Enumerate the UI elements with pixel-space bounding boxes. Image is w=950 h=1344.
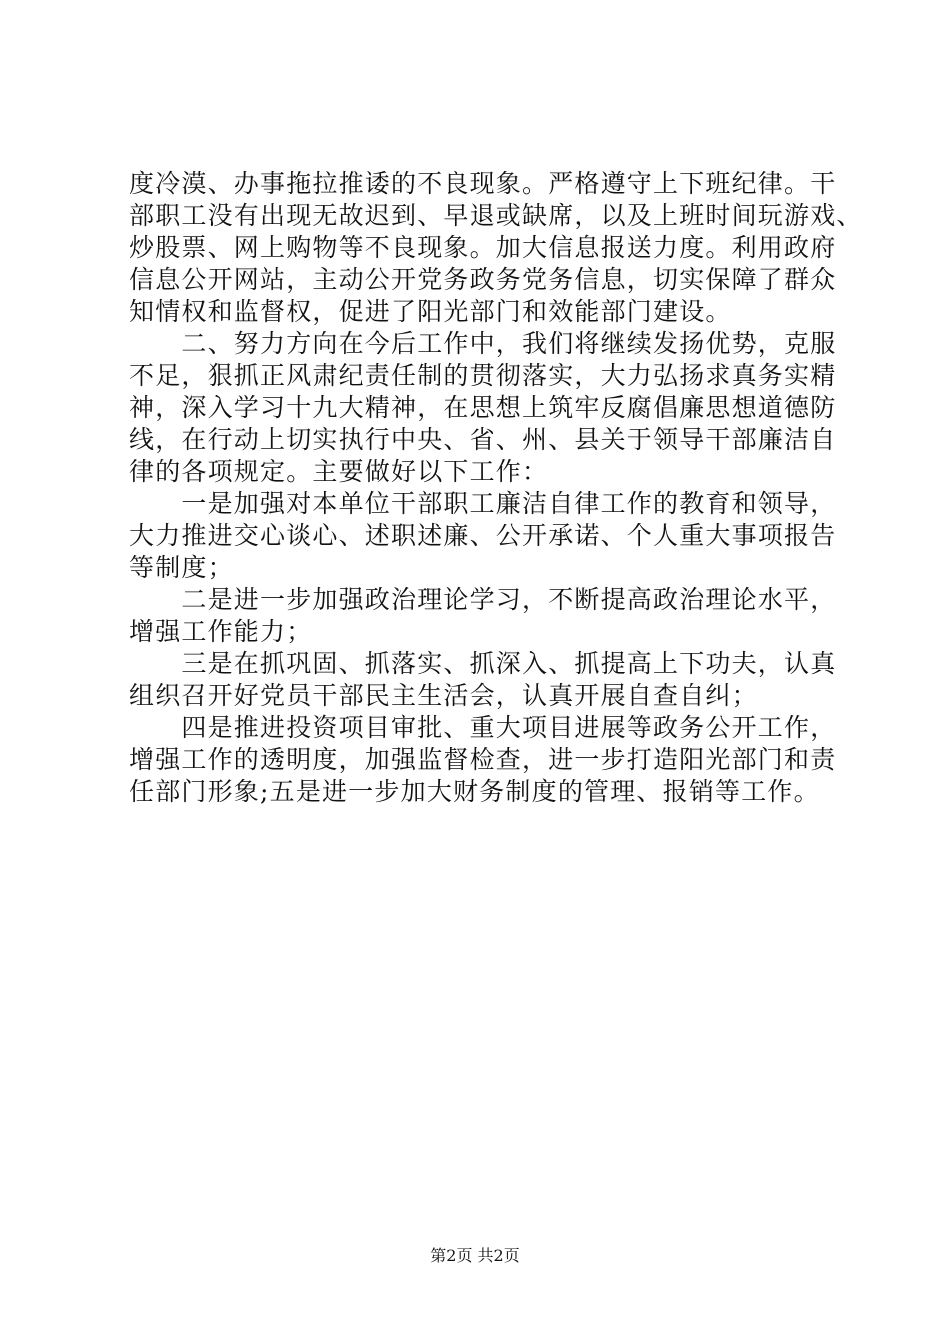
text-line: 线，在行动上切实执行中央、省、州、县关于领导干部廉洁自: [129, 425, 837, 454]
text-line: 大力推进交心谈心、述职述廉、公开承诺、个人重大事项报告: [129, 521, 837, 550]
text-line: 增强工作能力；: [129, 617, 313, 646]
text-line: 知情权和监督权，促进了阳光部门和效能部门建设。: [129, 297, 732, 326]
text-line: 四是推进投资项目审批、重大项目进展等政务公开工作，: [129, 713, 837, 742]
text-line: 律的各项规定。主要做好以下工作：: [129, 457, 549, 486]
text-line: 不足，狠抓正风肃纪责任制的贯彻落实，大力弘扬求真务实精: [129, 361, 837, 390]
page-number: 第2页 共2页: [430, 1246, 520, 1265]
text-line: 神，深入学习十九大精神，在思想上筑牢反腐倡廉思想道德防: [129, 393, 837, 422]
text-line: 三是在抓巩固、抓落实、抓深入、抓提高上下功夫，认真: [129, 649, 837, 678]
text-line: 二是进一步加强政治理论学习，不断提高政治理论水平，: [129, 585, 837, 614]
text-line: 组织召开好党员干部民主生活会，认真开展自查自纠；: [129, 681, 758, 710]
body-text: [129, 168, 863, 808]
text-line: 度冷漠、办事拖拉推诿的不良现象。严格遵守上下班纪律。干: [129, 169, 837, 198]
text-line: 炒股票、网上购物等不良现象。加大信息报送力度。利用政府: [129, 233, 837, 262]
text-line: 任部门形象;五是进一步加大财务制度的管理、报销等工作。: [129, 777, 820, 806]
text-line: 部职工没有出现无故迟到、早退或缺席，以及上班时间玩游戏、: [129, 201, 863, 230]
text-line: 等制度；: [129, 553, 234, 582]
text-line: 一是加强对本单位干部职工廉洁自律工作的教育和领导，: [129, 489, 837, 518]
text-line: 信息公开网站，主动公开党务政务党务信息，切实保障了群众: [129, 265, 837, 294]
text-line: 二、努力方向在今后工作中，我们将继续发扬优势，克服: [129, 329, 837, 358]
text-line: 增强工作的透明度，加强监督检查，进一步打造阳光部门和责: [129, 745, 837, 774]
